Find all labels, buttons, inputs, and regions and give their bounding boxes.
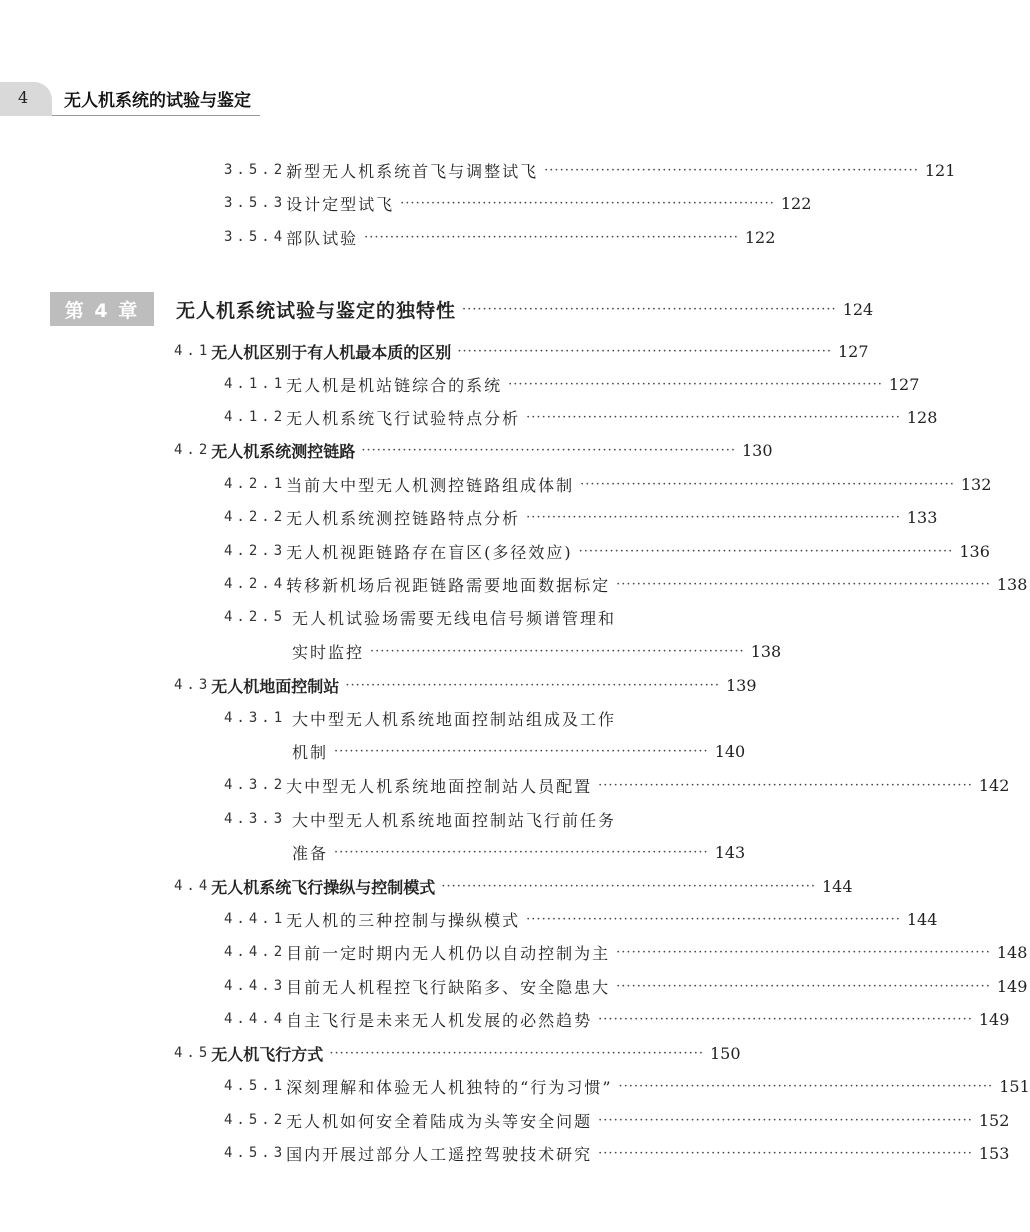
entry-page: 153 <box>978 1143 1010 1163</box>
entry-page: 143 <box>714 842 746 862</box>
entry-page: 121 <box>924 160 956 180</box>
leader-dots: ········································································· <box>334 743 709 759</box>
toc-entry[interactable] <box>224 402 938 432</box>
leader-dots: ········································································· <box>578 543 954 559</box>
entry-number: 4.4.4 <box>224 1011 287 1027</box>
section-page: 139 <box>725 675 757 695</box>
toc-entry[interactable] <box>224 469 992 499</box>
leader-dots: ········································································· <box>598 1011 973 1027</box>
toc-entry[interactable] <box>224 1004 1010 1034</box>
toc-entry[interactable] <box>224 770 1010 800</box>
toc-section[interactable] <box>174 871 853 901</box>
entry-title: 无人机的三种控制与操纵模式 <box>286 910 521 930</box>
entry-title: 当前大中型无人机测控链路组成体制 <box>286 475 575 495</box>
entry-title-continuation: 机制 <box>292 742 329 762</box>
entry-number: 4.3.2 <box>224 777 287 793</box>
toc-entry-continuation[interactable] <box>292 736 746 766</box>
toc-entry[interactable] <box>224 1138 1010 1168</box>
entry-number: 4.5.2 <box>224 1112 287 1128</box>
toc-entry[interactable] <box>224 937 1028 967</box>
toc-section[interactable] <box>174 336 869 366</box>
entry-title: 自主飞行是未来无人机发展的必然趋势 <box>286 1010 593 1030</box>
section-title: 无人机系统测控链路 <box>211 441 356 461</box>
entry-page: 149 <box>978 1009 1010 1029</box>
leader-dots: ········································································· <box>616 978 991 994</box>
entry-page: 148 <box>996 942 1028 962</box>
entry-title: 设计定型试飞 <box>286 194 395 214</box>
toc-entry[interactable] <box>224 369 920 399</box>
toc-entry[interactable] <box>224 222 776 252</box>
entry-title: 目前无人机程控飞行缺陷多、安全隐患大 <box>286 977 611 997</box>
leader-dots: ········································································· <box>526 509 901 525</box>
leader-dots: ········································································· <box>616 576 991 592</box>
entry-page: 149 <box>996 976 1028 996</box>
entry-page: 133 <box>906 507 938 527</box>
leader-dots: ········································································· <box>334 844 709 860</box>
leader-dots: ········································································· <box>598 1112 973 1128</box>
leader-dots: ········································································· <box>526 911 901 927</box>
entry-page: 136 <box>959 541 990 561</box>
entry-number: 4.3.1 <box>224 710 287 726</box>
section-number: 4.5 <box>174 1045 212 1061</box>
section-page: 127 <box>837 341 869 361</box>
leader-dots: ········································································· <box>598 1145 973 1161</box>
section-number: 4.2 <box>174 442 212 458</box>
entry-page: 132 <box>960 474 992 494</box>
leader-dots: ········································································· <box>580 476 955 492</box>
entry-title: 无人机如何安全着陆成为头等安全问题 <box>286 1111 593 1131</box>
leader-dots: ········································································· <box>598 777 973 793</box>
leader-dots: ········································································· <box>441 878 816 894</box>
entry-title: 无人机试验场需要无线电信号频谱管理和 <box>292 608 617 628</box>
entry-page: 151 <box>999 1076 1030 1096</box>
chapter-title: 无人机系统试验与鉴定的独特性 <box>176 299 457 322</box>
entry-page: 128 <box>906 407 938 427</box>
entry-number: 4.1.2 <box>224 409 287 425</box>
entry-page: 138 <box>996 574 1028 594</box>
toc-entry[interactable] <box>224 804 700 834</box>
toc-entry[interactable] <box>224 569 1028 599</box>
leader-dots: ········································································· <box>364 229 739 245</box>
entry-title-continuation: 准备 <box>292 843 329 863</box>
entry-number: 4.2.5 <box>224 609 287 625</box>
chapter-page: 124 <box>842 299 874 319</box>
entry-title: 大中型无人机系统地面控制站人员配置 <box>286 776 593 796</box>
toc-entry[interactable] <box>224 703 700 733</box>
entry-title: 转移新机场后视距链路需要地面数据标定 <box>286 575 611 595</box>
leader-dots: ········································································· <box>361 442 736 458</box>
section-page: 130 <box>741 440 773 460</box>
entry-title: 大中型无人机系统地面控制站组成及工作 <box>292 709 617 729</box>
entry-page: 152 <box>978 1110 1010 1130</box>
entry-title: 无人机是机站链综合的系统 <box>286 375 503 395</box>
toc-entry[interactable] <box>224 188 812 218</box>
section-title: 无人机系统飞行操纵与控制模式 <box>211 877 436 897</box>
entry-page: 122 <box>744 227 776 247</box>
entry-number: 4.2.1 <box>224 476 287 492</box>
toc-section[interactable] <box>174 1038 741 1068</box>
entry-title: 国内开展过部分人工遥控驾驶技术研究 <box>286 1144 593 1164</box>
leader-dots: ········································································· <box>457 343 832 359</box>
entry-number: 3.5.4 <box>224 229 287 245</box>
entry-number: 4.4.2 <box>224 944 287 960</box>
entry-number: 4.2.2 <box>224 509 287 525</box>
entry-title-continuation: 实时监控 <box>292 642 365 662</box>
entry-number: 4.5.1 <box>224 1078 287 1094</box>
leader-dots: ········································································· <box>526 409 901 425</box>
section-number: 4.4 <box>174 878 212 894</box>
toc-entry[interactable] <box>224 602 700 632</box>
header-rule <box>52 115 260 116</box>
entry-number: 4.4.3 <box>224 978 287 994</box>
section-title: 无人机地面控制站 <box>211 676 340 696</box>
leader-dots: ········································································· <box>544 162 919 178</box>
entry-page: 127 <box>888 374 920 394</box>
entry-page: 142 <box>978 775 1010 795</box>
entry-number: 4.3.3 <box>224 811 287 827</box>
toc-entry[interactable] <box>224 502 938 532</box>
toc-section[interactable] <box>174 435 773 465</box>
entry-title: 无人机视距链路存在盲区(多径效应) <box>286 542 573 562</box>
leader-dots: ········································································· <box>462 301 837 317</box>
toc-entry[interactable] <box>224 1071 1030 1101</box>
toc-entry[interactable] <box>224 155 956 185</box>
section-title: 无人机区别于有人机最本质的区别 <box>211 342 452 362</box>
toc-entry-continuation[interactable] <box>292 837 746 867</box>
entry-title: 部队试验 <box>286 228 359 248</box>
entry-title: 无人机系统测控链路特点分析 <box>286 508 521 528</box>
entry-number: 4.2.4 <box>224 576 287 592</box>
section-page: 150 <box>709 1043 741 1063</box>
toc-entry[interactable] <box>224 1105 1010 1135</box>
toc-section[interactable] <box>174 670 757 700</box>
toc-entry[interactable] <box>224 904 938 934</box>
leader-dots: ········································································· <box>616 944 991 960</box>
section-title: 无人机飞行方式 <box>211 1044 324 1064</box>
entry-number: 4.5.3 <box>224 1145 287 1161</box>
section-page: 144 <box>821 876 853 896</box>
leader-dots: ········································································· <box>400 195 775 211</box>
leader-dots: ········································································· <box>329 1045 704 1061</box>
leader-dots: ········································································· <box>370 643 745 659</box>
entry-page: 138 <box>750 641 782 661</box>
page-number: 4 <box>18 88 29 107</box>
running-header-title: 无人机系统的试验与鉴定 <box>64 91 251 111</box>
entry-title: 目前一定时期内无人机仍以自动控制为主 <box>286 943 611 963</box>
leader-dots: ········································································· <box>345 677 720 693</box>
entry-number: 3.5.2 <box>224 162 287 178</box>
entry-number: 3.5.3 <box>224 195 287 211</box>
entry-title: 深刻理解和体验无人机独特的“行为习惯” <box>286 1077 613 1097</box>
entry-number: 4.4.1 <box>224 911 287 927</box>
toc-entry-continuation[interactable] <box>292 636 782 666</box>
toc-entry[interactable] <box>224 971 1028 1001</box>
entry-number: 4.1.1 <box>224 376 287 392</box>
entry-page: 140 <box>714 741 746 761</box>
entry-title: 大中型无人机系统地面控制站飞行前任务 <box>292 810 617 830</box>
leader-dots: ········································································· <box>618 1078 994 1094</box>
section-number: 4.1 <box>174 343 212 359</box>
entry-title: 新型无人机系统首飞与调整试飞 <box>286 161 539 181</box>
section-number: 4.3 <box>174 677 212 693</box>
chapter-entry[interactable] <box>176 294 874 324</box>
entry-page: 122 <box>780 193 812 213</box>
toc-entry[interactable] <box>224 536 990 566</box>
entry-title: 无人机系统飞行试验特点分析 <box>286 408 521 428</box>
entry-number: 4.2.3 <box>224 543 287 559</box>
leader-dots: ········································································· <box>508 376 883 392</box>
entry-page: 144 <box>906 909 938 929</box>
chapter-badge: 第 4 章 <box>50 292 154 326</box>
